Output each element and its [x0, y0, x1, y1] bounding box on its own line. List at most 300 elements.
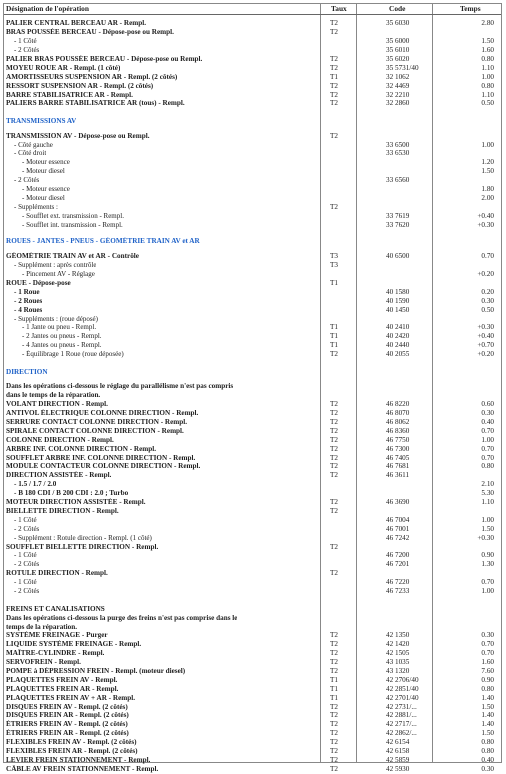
temps-value: 1.40 — [481, 693, 494, 702]
code-value: 46 7004 — [386, 515, 410, 524]
code-value: 35 6000 — [386, 37, 410, 46]
operation-label: - 4 Jantes ou pneus - Rempl. — [22, 341, 102, 350]
operation-label: - Suppléments : (roue déposé) — [14, 314, 98, 323]
operation-label: - 1 Côté — [14, 515, 37, 524]
table-row — [4, 720, 501, 729]
table-row — [4, 462, 501, 471]
temps-value: 1.00 — [481, 140, 494, 149]
code-value: 46 8220 — [386, 400, 410, 409]
operation-label: DIRECTION ASSISTÉE - Rempl. — [6, 471, 112, 480]
operation-label: FREINS ET CANALISATIONS — [6, 604, 105, 613]
operation-label: RESSORT SUSPENSION AR - Rempl. (2 côtés) — [6, 81, 154, 90]
operation-label: COLONNE DIRECTION - Rempl. — [6, 435, 114, 444]
table-row — [4, 149, 501, 158]
table-row — [4, 747, 501, 756]
operation-label: - 2 Côtés — [14, 46, 40, 55]
code-value: 42 1420 — [386, 640, 410, 649]
operation-label: SERRURE CONTACT COLONNE DIRECTION - Rempl. — [6, 418, 188, 427]
temps-value: 0.80 — [481, 462, 494, 471]
code-value: 46 7200 — [386, 551, 410, 560]
code-value: 40 2410 — [386, 323, 410, 332]
code-value: 32 2860 — [386, 99, 410, 108]
table-row — [4, 73, 501, 82]
code-value: 40 2420 — [386, 332, 410, 341]
temps-value: +0.40 — [477, 332, 494, 341]
code-value: 40 1580 — [386, 287, 410, 296]
taux-value: T2 — [330, 400, 338, 409]
operation-label: - Supplément : après contrôle — [14, 261, 97, 270]
taux-value: T2 — [330, 631, 338, 640]
taux-value: T2 — [330, 444, 338, 453]
temps-value: 0.30 — [481, 296, 494, 305]
taux-value: T2 — [330, 81, 338, 90]
operation-label: LIQUIDE SYSTÈME FREINAGE - Rempl. — [6, 640, 142, 649]
header-taux: Taux — [331, 4, 347, 13]
table-row — [4, 141, 501, 150]
temps-value: 0.80 — [481, 81, 494, 90]
operation-label: - Moteur diesel — [22, 167, 65, 176]
operation-label: PLAQUETTES FREIN AR - Rempl. — [6, 684, 119, 693]
operation-label: LEVIER FREIN STATIONNEMENT - Rempl. — [6, 755, 151, 764]
code-value: 33 6530 — [386, 149, 410, 158]
taux-value: T2 — [330, 90, 338, 99]
taux-value: T3 — [330, 252, 338, 261]
table-row — [4, 194, 501, 203]
taux-value: T2 — [330, 19, 338, 28]
table-row — [4, 270, 501, 279]
table-row — [4, 631, 501, 640]
taux-value: T2 — [330, 99, 338, 108]
table-row — [4, 28, 501, 37]
operation-label: - 2 Jantes ou pneus - Rempl. — [22, 332, 102, 341]
operation-label: ROUE - Dépose-pose — [6, 278, 71, 287]
temps-value: 5.30 — [481, 489, 494, 498]
table-row — [4, 132, 501, 141]
temps-value: 1.20 — [481, 158, 494, 167]
temps-value: 1.10 — [481, 498, 494, 507]
operation-label: DISQUES FREIN AV - Rempl. (2 côtés) — [6, 702, 128, 711]
table-row — [4, 37, 501, 46]
table-row — [4, 667, 501, 676]
taux-value: T1 — [330, 332, 338, 341]
operation-label: POMPE à DÉPRESSION FREIN - Rempl. (moteur diesel) — [6, 666, 186, 675]
table-row — [4, 605, 501, 614]
table-row — [4, 237, 501, 246]
operation-label: Dans les opérations ci-dessous la purge des freins n'est pas comprise dans le — [6, 613, 238, 622]
operation-label: - Moteur essence — [22, 158, 70, 167]
operation-label: SERVOFREIN - Rempl. — [6, 658, 81, 667]
taux-value: T2 — [330, 462, 338, 471]
table-row — [4, 350, 501, 359]
operation-label: SPIRALE CONTACT COLONNE DIRECTION - Rempl. — [6, 426, 184, 435]
temps-value: +0.70 — [477, 341, 494, 350]
operation-label: - B 180 CDI / B 200 CDI : 2.0 ; Turbo — [14, 489, 129, 498]
table-row — [4, 55, 501, 64]
temps-value: 1.60 — [481, 658, 494, 667]
code-value: 35 6020 — [386, 54, 410, 63]
table-row — [4, 252, 501, 261]
operation-label: PLAQUETTES FREIN AV - Rempl. — [6, 675, 118, 684]
code-value: 46 7300 — [386, 444, 410, 453]
operation-label: ÉTRIERS FREIN AV - Rempl. (2 côtés) — [6, 720, 128, 729]
taux-value: T2 — [330, 28, 338, 37]
taux-value: T1 — [330, 278, 338, 287]
code-value: 40 6500 — [386, 252, 410, 261]
temps-value: 0.20 — [481, 287, 494, 296]
taux-value: T3 — [330, 261, 338, 270]
taux-value: T1 — [330, 341, 338, 350]
temps-value: 0.80 — [481, 738, 494, 747]
table-row — [4, 409, 501, 418]
table-row — [4, 297, 501, 306]
table-row — [4, 436, 501, 445]
taux-value: T1 — [330, 323, 338, 332]
operation-label: - Soufflet ext. transmission - Rempl. — [22, 211, 124, 220]
operation-label: - 2 Roues — [14, 296, 43, 305]
temps-value: 0.80 — [481, 684, 494, 693]
operation-label: BIELLETTE DIRECTION - Rempl. — [6, 506, 119, 515]
operation-label: MOYEU ROUE AR - Rempl. (1 côté) — [6, 63, 121, 72]
operation-label: PALIER BRAS POUSSÉE BERCEAU - Dépose-pose ou Rempl. — [6, 54, 203, 63]
operation-label: BARRE STABILISATRICE AR - Rempl. — [6, 90, 133, 99]
table-row — [4, 400, 501, 409]
taux-value: T2 — [330, 426, 338, 435]
code-value: 42 2731/... — [386, 702, 417, 711]
taux-value: T2 — [330, 409, 338, 418]
temps-value: 0.70 — [481, 426, 494, 435]
table-row — [4, 694, 501, 703]
table-row — [4, 382, 501, 391]
table-row — [4, 19, 501, 28]
taux-value: T2 — [330, 711, 338, 720]
table-row — [4, 288, 501, 297]
operation-label: MODULE CONTACTEUR COLONNE DIRECTION - Rempl. — [6, 462, 201, 471]
table-row — [4, 445, 501, 454]
code-value: 42 2706/40 — [386, 675, 419, 684]
taux-value: T2 — [330, 506, 338, 515]
operation-label: SYSTÈME FREINAGE - Purger — [6, 631, 108, 640]
operation-label: VOLANT DIRECTION - Rempl. — [6, 400, 108, 409]
code-value: 46 7681 — [386, 462, 410, 471]
taux-value: T2 — [330, 63, 338, 72]
header-designation: Désignation de l'opération — [6, 4, 89, 13]
temps-value: 0.70 — [481, 453, 494, 462]
temps-value: 0.70 — [481, 578, 494, 587]
code-value: 42 2717/... — [386, 720, 417, 729]
temps-value: 1.00 — [481, 586, 494, 595]
table-row — [4, 279, 501, 288]
taux-value: T2 — [330, 755, 338, 764]
code-value: 40 1590 — [386, 296, 410, 305]
temps-value: 0.70 — [481, 649, 494, 658]
taux-value: T2 — [330, 729, 338, 738]
table-row — [4, 614, 501, 623]
operation-label: PALIER CENTRAL BERCEAU AR - Rempl. — [6, 19, 147, 28]
table-row — [4, 525, 501, 534]
temps-value: +0.20 — [477, 350, 494, 359]
taux-value: T1 — [330, 72, 338, 81]
code-value: 40 1450 — [386, 305, 410, 314]
taux-value: T2 — [330, 747, 338, 756]
table-row — [4, 640, 501, 649]
operation-label: - 1 Côté — [14, 37, 37, 46]
code-value: 32 2210 — [386, 90, 410, 99]
code-value: 43 1320 — [386, 666, 410, 675]
code-value: 42 1350 — [386, 631, 410, 640]
taux-value: T2 — [330, 542, 338, 551]
temps-value: +0.30 — [477, 220, 494, 229]
operation-label: - Moteur essence — [22, 184, 70, 193]
table-row — [4, 117, 501, 126]
table-row — [4, 685, 501, 694]
operation-label: - 2 Côtés — [14, 176, 40, 185]
table-row — [4, 46, 501, 55]
temps-value: 1.00 — [481, 515, 494, 524]
taux-value: T2 — [330, 666, 338, 675]
operation-label: - 2 Côtés — [14, 586, 40, 595]
temps-value: +0.30 — [477, 533, 494, 542]
code-value: 46 3611 — [386, 471, 410, 480]
taux-value: T1 — [330, 684, 338, 693]
code-value: 35 6030 — [386, 19, 410, 28]
operation-label: FLEXIBLES FREIN AR - Rempl. (2 côtés) — [6, 747, 138, 756]
code-value: 42 5859 — [386, 755, 410, 764]
code-value: 46 7233 — [386, 586, 410, 595]
temps-value: 0.60 — [481, 400, 494, 409]
operation-label: FLEXIBLES FREIN AV - Rempl. (2 côtés) — [6, 738, 137, 747]
code-value: 33 6560 — [386, 176, 410, 185]
temps-value: 0.80 — [481, 747, 494, 756]
table-row — [4, 738, 501, 747]
temps-value: 1.40 — [481, 711, 494, 720]
taux-value: T2 — [330, 738, 338, 747]
operation-label: SOUFFLET BIELLETTE DIRECTION - Rempl. — [6, 542, 159, 551]
taux-value: T2 — [330, 350, 338, 359]
operation-label: CÂBLE AV FREIN STATIONNEMENT - Rempl. — [6, 764, 159, 773]
operation-label: TRANSMISSION AV - Dépose-pose ou Rempl. — [6, 131, 150, 140]
table-row — [4, 551, 501, 560]
operation-label: - 1 Roue — [14, 287, 40, 296]
code-value: 46 8360 — [386, 426, 410, 435]
operation-label: ROUES - JANTES - PNEUS - GÉOMÉTRIE TRAIN AV et AR — [6, 237, 200, 246]
taux-value: T2 — [330, 435, 338, 444]
code-value: 42 2851/40 — [386, 684, 419, 693]
table-row — [4, 82, 501, 91]
temps-value: 1.50 — [481, 702, 494, 711]
temps-value: 0.50 — [481, 305, 494, 314]
code-value: 33 6500 — [386, 140, 410, 149]
temps-value: +0.30 — [477, 323, 494, 332]
operation-label: ARBRE INF. COLONNE DIRECTION - Rempl. — [6, 444, 157, 453]
table-row — [4, 391, 501, 400]
temps-value: 0.70 — [481, 640, 494, 649]
temps-value: 1.60 — [481, 46, 494, 55]
temps-value: 0.30 — [481, 631, 494, 640]
table-row — [4, 203, 501, 212]
code-value: 46 7405 — [386, 453, 410, 462]
table-row — [4, 158, 501, 167]
table-row — [4, 418, 501, 427]
taux-value: T2 — [330, 202, 338, 211]
temps-value: 0.70 — [481, 444, 494, 453]
operation-label: dans le temps de la réparation. — [6, 391, 101, 400]
temps-value: 1.50 — [481, 167, 494, 176]
table-row — [4, 91, 501, 100]
operation-label: - Soufflet int. transmission - Rempl. — [22, 220, 123, 229]
code-value: 40 2055 — [386, 350, 410, 359]
code-value: 46 7201 — [386, 560, 410, 569]
temps-value: 1.00 — [481, 72, 494, 81]
table-row — [4, 212, 501, 221]
temps-value: 0.50 — [481, 99, 494, 108]
temps-value: 1.50 — [481, 729, 494, 738]
operation-label: PALIERS BARRE STABILISATRICE AR (tous) - Rempl. — [6, 99, 185, 108]
code-value: 40 2440 — [386, 341, 410, 350]
operation-label: - Moteur diesel — [22, 193, 65, 202]
operation-label: - Pincement AV - Réglage — [22, 270, 95, 279]
table-row — [4, 341, 501, 350]
code-value: 35 6010 — [386, 46, 410, 55]
code-value: 46 7220 — [386, 578, 410, 587]
code-value: 42 2881/... — [386, 711, 417, 720]
operation-label: DIRECTION — [6, 367, 48, 376]
code-value: 42 2862/... — [386, 729, 417, 738]
table-row — [4, 185, 501, 194]
table-row — [4, 454, 501, 463]
table-row — [4, 729, 501, 738]
temps-value: 0.30 — [481, 764, 494, 773]
table-row — [4, 756, 501, 765]
taux-value: T2 — [330, 764, 338, 773]
operation-label: temps de la réparation. — [6, 622, 78, 631]
taux-value: T1 — [330, 675, 338, 684]
table-row — [4, 480, 501, 489]
temps-value: 0.90 — [481, 551, 494, 560]
table-row — [4, 516, 501, 525]
table-row — [4, 578, 501, 587]
table-row — [4, 498, 501, 507]
temps-value: 1.50 — [481, 37, 494, 46]
temps-value: 0.30 — [481, 409, 494, 418]
taux-value: T2 — [330, 702, 338, 711]
code-value: 46 7750 — [386, 435, 410, 444]
table-row — [4, 560, 501, 569]
temps-value: 0.90 — [481, 675, 494, 684]
table-row — [4, 471, 501, 480]
operation-label: - 1.5 / 1.7 / 2.0 — [14, 480, 57, 489]
taux-value: T2 — [330, 54, 338, 63]
table-row — [4, 649, 501, 658]
table-row — [4, 323, 501, 332]
table-row — [4, 315, 501, 324]
operation-label: - Côté gauche — [14, 140, 53, 149]
code-value: 32 1062 — [386, 72, 410, 81]
code-value: 42 6158 — [386, 747, 410, 756]
operation-label: - Supplément : Rotule direction - Rempl. (1 côté) — [14, 533, 152, 542]
temps-value: 1.00 — [481, 435, 494, 444]
table-row — [4, 489, 501, 498]
table-row — [4, 176, 501, 185]
code-value: 33 7620 — [386, 220, 410, 229]
operation-label: BRAS POUSSÉE BERCEAU - Dépose-pose ou Rempl. — [6, 28, 174, 37]
temps-value: +0.40 — [477, 211, 494, 220]
header-temps: Temps — [460, 4, 481, 13]
header-code: Code — [389, 4, 406, 13]
taux-value: T2 — [330, 498, 338, 507]
operation-label: MOTEUR DIRECTION ASSISTÉE - Rempl. — [6, 498, 146, 507]
temps-value: 0.40 — [481, 755, 494, 764]
table-row — [4, 261, 501, 270]
temps-value: 0.80 — [481, 54, 494, 63]
temps-value: 0.70 — [481, 252, 494, 261]
table-row — [4, 427, 501, 436]
taux-value: T1 — [330, 693, 338, 702]
operation-label: - Suppléments : — [14, 202, 58, 211]
operation-label: - 1 Côté — [14, 551, 37, 560]
code-value: 46 3690 — [386, 498, 410, 507]
taux-value: T2 — [330, 131, 338, 140]
table-row — [4, 306, 501, 315]
temps-value: 2.00 — [481, 193, 494, 202]
operation-label: SOUFFLET ARBRE INF. COLONNE DIRECTION - Rempl. — [6, 453, 196, 462]
table-row — [4, 711, 501, 720]
code-value: 42 5930 — [386, 764, 410, 773]
code-value: 42 1505 — [386, 649, 410, 658]
table-row — [4, 221, 501, 230]
taux-value: T2 — [330, 453, 338, 462]
table-row — [4, 167, 501, 176]
table-row — [4, 332, 501, 341]
code-value: 42 6154 — [386, 738, 410, 747]
code-value: 46 8070 — [386, 409, 410, 418]
temps-value: 1.50 — [481, 524, 494, 533]
temps-value: 2.80 — [481, 19, 494, 28]
operation-label: TRANSMISSIONS AV — [6, 116, 77, 125]
operation-label: - 4 Roues — [14, 305, 43, 314]
taux-value: T2 — [330, 569, 338, 578]
operation-label: - 1 Jante ou pneu - Rempl. — [22, 323, 97, 332]
operation-label: - 2 Côtés — [14, 560, 40, 569]
table-row — [4, 368, 501, 377]
taux-value: T2 — [330, 471, 338, 480]
operation-label: ANTIVOL ÉLECTRIQUE COLONNE DIRECTION - Rempl. — [6, 409, 199, 418]
code-value: 46 7242 — [386, 533, 410, 542]
table-row — [4, 765, 501, 774]
temps-value: 1.30 — [481, 560, 494, 569]
table-row — [4, 569, 501, 578]
temps-value: 7.60 — [481, 666, 494, 675]
taux-value: T2 — [330, 720, 338, 729]
operation-label: PLAQUETTES FREIN AV + AR - Rempl. — [6, 693, 136, 702]
code-value: 35 5731/40 — [386, 63, 419, 72]
table-row — [4, 534, 501, 543]
table-row — [4, 587, 501, 596]
temps-value: +0.20 — [477, 270, 494, 279]
operation-label: AMORTISSEURS SUSPENSION AR - Rempl. (2 côtés) — [6, 72, 178, 81]
temps-value: 1.10 — [481, 63, 494, 72]
taux-value: T2 — [330, 640, 338, 649]
table-header — [4, 4, 501, 15]
operation-label: ÉTRIERS FREIN AR - Rempl. (2 côtés) — [6, 729, 129, 738]
temps-value: 1.10 — [481, 90, 494, 99]
temps-value: 1.80 — [481, 184, 494, 193]
code-value: 46 7001 — [386, 524, 410, 533]
operation-label: GÉOMÉTRIE TRAIN AV et AR - Contrôle — [6, 252, 139, 261]
operation-label: - 2 Côtés — [14, 524, 40, 533]
temps-value: 2.10 — [481, 480, 494, 489]
table-row — [4, 623, 501, 632]
table-row — [4, 99, 501, 108]
